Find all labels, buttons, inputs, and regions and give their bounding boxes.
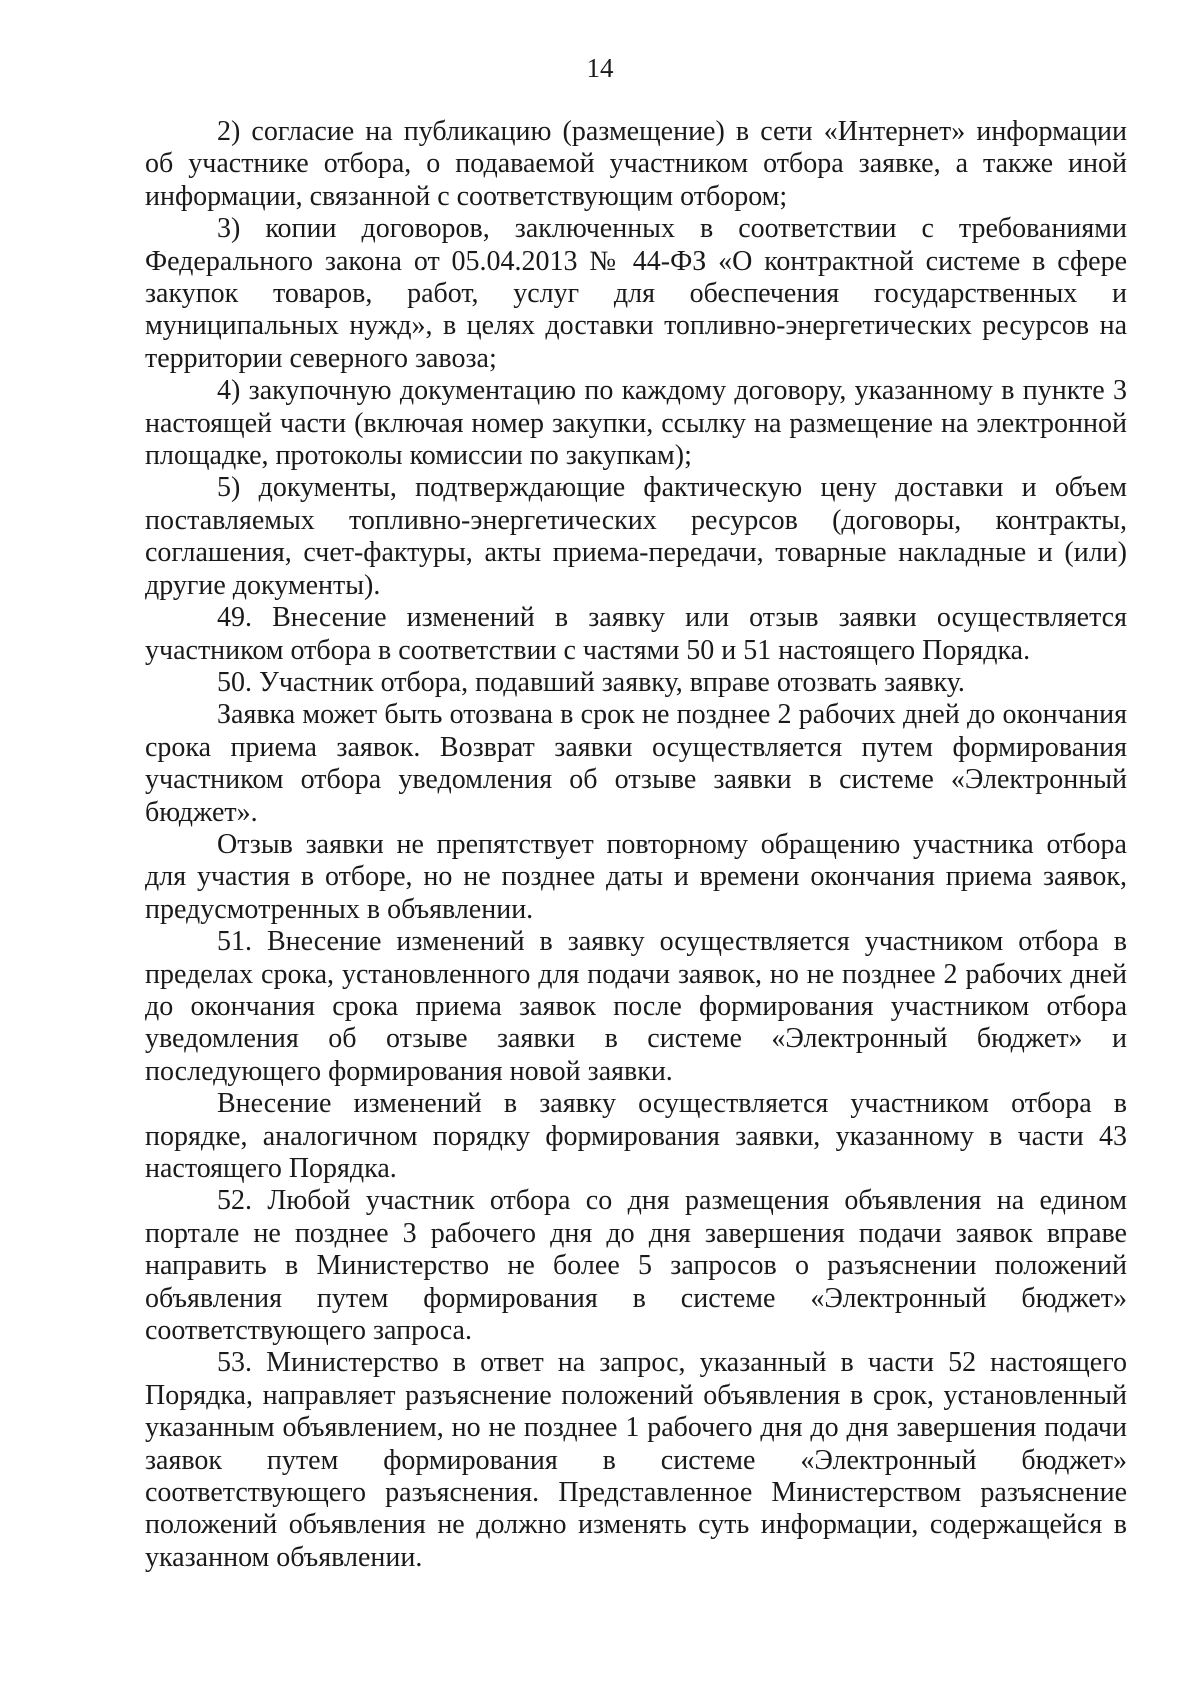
paragraph-section-49: 49. Внесение изменений в заявку или отзыв заявки осуществляется участником отбора в соответствии с частями 50 и 51 настоящего Порядка.	[145, 602, 1127, 666]
paragraph-section-50-withdrawal-term: Заявка может быть отозвана в срок не позднее 2 рабочих дней до окончания срока приема заявок. Возврат заявки осуществляется путем формирования участником отбора уведомления об отзыве заявки в системе «Электронный бюджет».	[145, 699, 1127, 828]
paragraph-section-51: 51. Внесение изменений в заявку осуществляется участником отбора в пределах срока, установленного для подачи заявок, но не позднее 2 рабочих дней до окончания срока приема заявок после формирования участником отбора уведомления об отзыве заявки в системе «Электронный бюджет» и последующего формирования новой заявки.	[145, 926, 1127, 1087]
document-body	[145, 116, 1127, 1574]
paragraph-section-52: 52. Любой участник отбора со дня размещения объявления на едином портале не позднее 3 рабочего дня до дня завершения подачи заявок вправе направить в Министерство не более 5 запросов о разъяснении положений объявления путем формирования в системе «Электронный бюджет» соответствующего запроса.	[145, 1185, 1127, 1347]
paragraph-section-50: 50. Участник отбора, подавший заявку, вправе отозвать заявку.	[217, 666, 965, 698]
paragraph-item-4: 4) закупочную документацию по каждому договору, указанному в пункте 3 настоящей части (включая номер закупки, ссылку на размещение на электронной площадке, протоколы комиссии по закупкам);	[145, 375, 1127, 472]
paragraph-item-2: 2) согласие на публикацию (размещение) в сети «Интернет» информации об участнике отбора, о подаваемой участником отбора заявке, а также иной информации, связанной с соответствующим отбором;	[145, 116, 1127, 212]
paragraph-section-53: 53. Министерство в ответ на запрос, указанный в части 52 настоящего Порядка, направляет разъяснение положений объявления в срок, установленный указанным объявлением, но не позднее 1 рабочего дня до дня завершения подачи заявок путем формирования в системе «Электронный бюджет» соответствующего разъяснения. Представленное Министерством разъяснение положений объявления не должно изменять суть информации, содержащейся в указанном объявлении.	[145, 1347, 1127, 1573]
paragraph-item-5: 5) документы, подтверждающие фактическую цену доставки и объем поставляемых топливно-энергетических ресурсов (договоры, контракты, соглашения, счет-фактуры, акты приема-передачи, товарные накладные и (или) другие документы).	[145, 472, 1127, 601]
paragraph-section-50-reapplication: Отзыв заявки не препятствует повторному обращению участника отбора для участия в отборе, но не позднее даты и времени окончания приема заявок, предусмотренных в объявлении.	[145, 828, 1127, 925]
paragraph-section-51-procedure: Внесение изменений в заявку осуществляется участником отбора в порядке, аналогичном порядку формирования заявки, указанному в части 43 настоящего Порядка.	[145, 1088, 1127, 1184]
paragraph-item-3: 3) копии договоров, заключенных в соответствии с требованиями Федерального закона от 05.04.2013 № 44-ФЗ «О контрактной системе в сфере закупок товаров, работ, услуг для обеспечения государственных и муниципальных нужд», в целях доставки топливно-энергетических ресурсов на территории северного завоза;	[145, 213, 1127, 374]
page-number: 14	[586, 53, 614, 83]
